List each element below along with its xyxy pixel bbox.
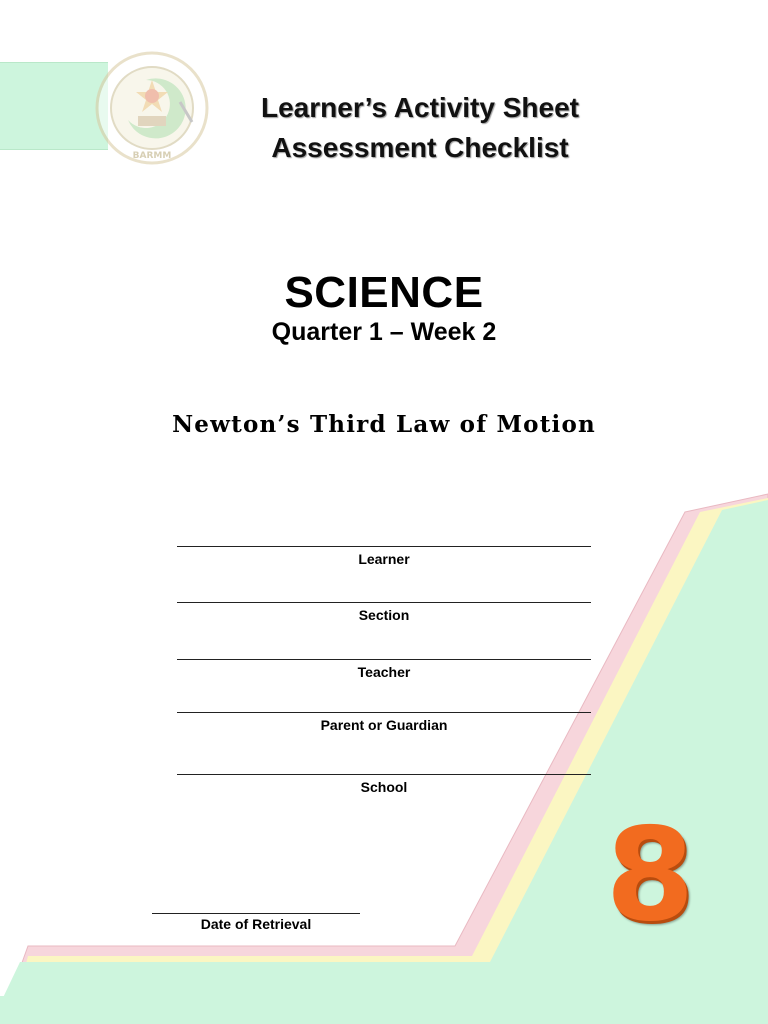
field-label-section: Section [358, 607, 410, 623]
field-label-parent-guardian: Parent or Guardian [320, 717, 448, 733]
school-field[interactable] [177, 774, 591, 795]
signature-line [177, 774, 591, 775]
sheet-title: Learner’s Activity Sheet [261, 92, 579, 123]
field-label-date: Date of Retrieval [200, 916, 312, 932]
subject-title: SCIENCE [284, 268, 484, 317]
barmm-seal-logo [88, 50, 216, 166]
teacher-field[interactable] [177, 659, 591, 680]
quarter-week: Quarter 1 – Week 2 [271, 318, 497, 346]
mint-bottom-strip [0, 996, 768, 1024]
svg-text:BARMM: BARMM [132, 151, 172, 161]
signature-line [177, 602, 591, 603]
learner-field[interactable] [177, 546, 591, 567]
field-label-learner: Learner [358, 551, 410, 567]
sheet-subtitle: Assessment Checklist [271, 132, 569, 163]
lesson-topic: Newton’s Third Law of Motion [172, 411, 596, 438]
signature-line [177, 546, 591, 547]
field-label-teacher: Teacher [357, 664, 411, 680]
signature-line [152, 913, 360, 914]
grade-level-number: 8 [605, 801, 695, 950]
date-of-retrieval-field[interactable] [152, 913, 360, 932]
section-field[interactable] [177, 602, 591, 623]
parent-guardian-field[interactable] [177, 712, 591, 733]
signature-line [177, 712, 591, 713]
signature-line [177, 659, 591, 660]
field-label-school: School [360, 779, 408, 795]
